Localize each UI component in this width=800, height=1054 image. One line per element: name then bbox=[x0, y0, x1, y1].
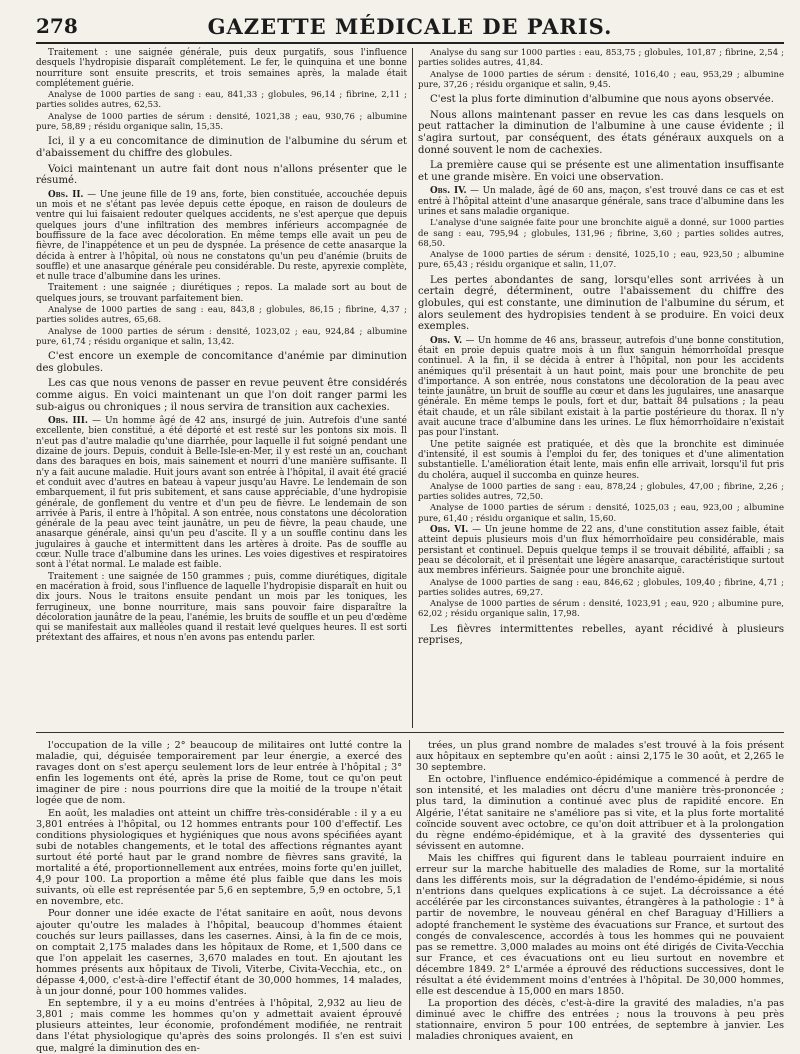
paragraph bbox=[418, 110, 784, 156]
page-number: 278 bbox=[36, 14, 78, 38]
paragraph bbox=[416, 853, 784, 997]
paragraph-text: Analyse de 1000 parties de sang : eau, 843,8 ; globules, 86,15 ; fibrine, 4,37 ; parties solides autres, 65,68. bbox=[36, 305, 407, 326]
paragraph bbox=[36, 998, 402, 1053]
paragraph bbox=[418, 218, 784, 249]
paragraph bbox=[416, 774, 784, 852]
paragraph-text: L'analyse d'une saignée faite pour une bronchite aiguë a donné, sur 1000 parties de sang : eau, 795,94 ; globules, 131,96 ; fibrine, 3,60 ; parties solides autres, 68,50. bbox=[418, 218, 784, 249]
journal-title: GAZETTE MÉDICALE DE PARIS. bbox=[207, 14, 613, 39]
paragraph bbox=[36, 808, 402, 908]
paragraph-text: La première cause qui se présente est une alimentation insuffisante et une grande misère. En voici une observation. bbox=[418, 160, 784, 183]
paragraph bbox=[36, 136, 407, 159]
paragraph-text: Les fièvres intermittentes rebelles, ayant récidivé à plusieurs reprises, bbox=[418, 623, 784, 647]
right-column bbox=[418, 48, 784, 732]
paragraph-text: La proportion des décès, c'est-à-dire la gravité des maladies, n'a pas diminué avec le chiffre des entrées ; nous la trouvons à peu près stationnaire, environ 5 pour 100 entrées, de septembre à janvier. Les maladies chroniques avaient, en bbox=[416, 998, 784, 1043]
paragraph bbox=[418, 482, 784, 503]
observation-heading: Obs. IV. bbox=[430, 186, 467, 197]
observation-heading: Obs. VI. bbox=[430, 525, 469, 536]
paragraph-text: En septembre, il y a eu moins d'entrées à l'hôpital, 2,932 au lieu de 3,801 ; mais comme les hommes qu'on y admettait avaient éprouvé plusieurs atteintes, leur économie, profondément modifiée, ne rentrait dans l'état physiologique qu'après des soins prolongés. Il s'en est suivi que, malgré la diminution des en- bbox=[36, 998, 402, 1054]
bottom-left-column bbox=[36, 740, 402, 1054]
observation-heading: Obs. II. bbox=[48, 189, 84, 200]
paragraph-text: En octobre, l'influence endémico-épidémique a commencé à perdre de son intensité, et les maladies ont décru d'une manière très-prononcée ; plus tard, la diminution a continué avec plus de rapidité encore. En Algérie, l'état sanitaire ne s'améliore pas si vite, et la plus forte mortalité coïncide souvent avec octobre, ce qu'on doit attribuer et à la prolongation du règne endémo-épidémique, et à la gravité des dyssenteries qui sévissent en automne. bbox=[416, 774, 784, 852]
lower-section bbox=[36, 732, 784, 1054]
paragraph-text: — Un jeune homme de 22 ans, d'une constitution assez faible, était atteint depuis plusieurs mois d'un flux hémorrhoïdaire peu considérable, mais persistant et continuel. Depuis quelque temps il se trouvait débilité, affaibli ; sa peau se décolorait, et il présentait une légère anasarque, caractéristique surtout aux membres inférieurs. Saignée pour une bronchite aiguë. bbox=[418, 525, 784, 577]
paragraph bbox=[36, 190, 407, 283]
journal-page bbox=[36, 10, 784, 1054]
left-column bbox=[36, 48, 407, 732]
paragraph-text: Ici, il y a eu concomitance de diminution de l'albumine du sérum et d'abaissement du chiffre des globules. bbox=[36, 136, 407, 159]
paragraph bbox=[418, 440, 784, 481]
paragraph-text: Analyse de 1000 parties de sérum : densité, 1025,03 ; eau, 923,00 ; albumine pure, 61,40 ; résidu organique et salin, 15,60. bbox=[418, 503, 784, 524]
paragraph-text: Analyse de 1000 parties de sang : eau, 841,33 ; globules, 96,14 ; fibrine, 2,11 ; parties solides autres, 62,53. bbox=[36, 90, 407, 111]
paragraph bbox=[418, 578, 784, 599]
paragraph bbox=[36, 305, 407, 326]
paragraph bbox=[36, 740, 402, 807]
paragraph-text: Pour donner une idée exacte de l'état sanitaire en août, nous devons ajouter qu'outre les malades à l'hôpital, beaucoup d'hommes étaient couchés sur leurs paillasses, dans les casernes. Ainsi, à la fin de ce mois, on comptait 2,175 malades dans les hôpitaux de Rome, et 1,500 dans ce que l'on appelait les casernes, 3,670 malades en tout. En ajoutant les hommes présents aux hôpitaux de Tivoli, Viterbe, Civita-Vecchia, etc., on dépasse 4,000, c'est-à-dire l'effectif étant de 30,000 hommes, 14 malades, à un jour donné, pour 100 hommes valides. bbox=[36, 908, 402, 998]
column-divider bbox=[412, 48, 413, 728]
paragraph bbox=[418, 503, 784, 524]
bottom-right-column bbox=[416, 740, 784, 1046]
paragraph bbox=[418, 336, 784, 439]
paragraph bbox=[418, 94, 784, 106]
paragraph bbox=[418, 250, 784, 271]
observation-heading: Obs. III. bbox=[48, 416, 88, 427]
paragraph-text: Les pertes abondantes de sang, lorsqu'elles sont arrivées à un certain degré, déterminent, outre l'abaissement du chiffre des globules, qui est constante, une diminution de l'albumine du sérum, et alors seulement des hydropisies tendent à se produire. En voici deux exemples. bbox=[418, 274, 784, 333]
observation-heading: Obs. V. bbox=[430, 335, 463, 346]
paragraph-text: C'est encore un exemple de concomitance d'anémie par diminution des globules. bbox=[36, 351, 407, 374]
paragraph bbox=[418, 275, 784, 333]
paragraph bbox=[418, 599, 784, 620]
paragraph bbox=[36, 378, 407, 413]
paragraph-text: — Un homme âgé de 42 ans, insurgé de juin. Autrefois d'une santé excellente, bien constitué, a été déporté et est resté sur les pontons six mois. Il n'eut pas d'autre maladie qu'une diarrhée, pour laquelle il fut soigné pendant une dizaine de jours. Depuis, conduit à Belle-Isle-en-Mer, il y est resté un an, couchant dans des baraques en bois, mais sainement et nourri d'une manière suffisante. Il n'y a fait aucune maladie. Huit jours avant son entrée à l'hôpital, il avait été gracié et conduit avec d'autres en bateau à vapeur jusqu'au Havre. Le lendemain de son embarquement, il fut pris subitement, et sans cause appréciable, d'une hydropisie générale, de gonflement du ventre et d'un peu de fièvre. Le lendemain de son arrivée à Paris, il entre à l'hôpital. A son entrée, nous constatons une décoloration générale de la peau avec teint jaunâtre, un peu de fièvre, la peau chaude, une anasarque générale, ainsi qu'un peu d'ascite. Il y a un souffle continu dans les jugulaires à gauche et intermittent dans les artères à droite. Pas de souffle au cœur. Nulle trace d'albumine dans les urines. Les voies digestives et respiratoires sont à l'état normal. Le malade est faible. bbox=[36, 416, 408, 571]
paragraph-text: Voici maintenant un autre fait dont nous n'allons présenter que le résumé. bbox=[36, 163, 407, 187]
paragraph bbox=[418, 186, 784, 217]
paragraph-text: Analyse de 1000 parties de sérum : densité, 1016,40 ; eau, 953,29 ; albumine pure, 37,26 ; résidu organique et salin, 9,45. bbox=[418, 69, 784, 90]
paragraph-text: C'est la plus forte diminution d'albumine que nous ayons observée. bbox=[430, 94, 774, 106]
paragraph-text: Traitement : une saignée de 150 grammes ; puis, comme diurétiques, digitale en macération à froid, sous l'influence de laquelle l'hydropisie disparaît en huit ou dix jours. Nous le traitons ensuite pendant un mois par les toniques, les ferrugineux, une bonne nourriture, mais sans pouvoir faire disparaître la décoloration jaunâtre de la peau, l'anémie, les bruits de souffle et un peu d'œdème qui se manifestait aux malléoles quand il restait levé quelques heures. Il est sorti prétextant des affaires, et nous n'en avons pas entendu parler. bbox=[36, 571, 407, 644]
paragraph bbox=[36, 283, 407, 304]
paragraph bbox=[36, 351, 407, 374]
paragraph bbox=[418, 624, 784, 647]
paragraph-text: trées, un plus grand nombre de malades s'est trouvé à la fois présent aux hôpitaux en septembre qu'en août : ainsi 2,175 le 30 août, et 2,265 le 30 septembre. bbox=[416, 740, 784, 774]
paragraph bbox=[418, 525, 784, 576]
upper-section bbox=[36, 44, 784, 733]
paragraph-text: Les cas que nous venons de passer en revue peuvent être considérés comme aigus. En voici maintenant un que l'on doit ranger parmi les sub-aigus ou chroniques ; il nous servira de transition aux cachexies. bbox=[36, 378, 407, 413]
paragraph-text: Analyse du sang sur 1000 parties : eau, 853,75 ; globules, 101,87 ; fibrine, 2,54 ; parties solides autres, 41,84. bbox=[418, 48, 784, 69]
paragraph-text: Nous allons maintenant passer en revue les cas dans lesquels on peut rattacher la diminution de l'albumine à une cause évidente ; il s'agira surtout, par conséquent, des états généraux auxquels on a donné souvent le nom de cachexies. bbox=[418, 109, 784, 156]
paragraph-text: Analyse de 1000 parties de sang : eau, 846,62 ; globules, 109,40 ; fibrine, 4,71 ; parties solides autres, 69,27. bbox=[418, 577, 784, 598]
paragraph-text: Analyse de 1000 parties de sérum : densité, 1021,38 ; eau, 930,76 ; albumine pure, 58,89 ; résidu organique salin, 15,35. bbox=[36, 111, 407, 133]
paragraph-text: — Une jeune fille de 19 ans, forte, bien constituée, accouchée depuis un mois et ne s'étant pas levée depuis cette époque, en raison de douleurs de ventre qui lui faisaient redouter quelques accidents, ne s'est aperçue que depuis quelques jours d'une infiltration des membres inférieurs accompagnée de bouffissure de la face avec décoloration. En même temps elle avait un peu de fièvre, de l'inappétence et un peu de dyspnée. La présence de cette anasarque la décida à entrer à l'hôpital, où nous ne constatons qu'un peu d'anémie (bruits de souffle) et une anasarque générale peu considérable. Du reste, apyrexie complète, et nulle trace d'albumine dans les urines. bbox=[36, 189, 407, 283]
paragraph-text: En août, les maladies ont atteint un chiffre très-considérable : il y a eu 3,801 entrées à l'hôpital, ou 12 hommes entrants pour 100 d'effectif. Les conditions physiologiques et hygiéniques que nous avons spécifiées ayant subi de notables changements, et le total des affections régnantes ayant surtout été porté haut par le grand nombre de fièvres sans gravité, la mortalité a été, proportionnellement aux entrées, moins forte qu'en juillet, 4,9 pour 100. La proportion a même été plus faible que dans les mois suivants, où elle est représentée par 5,6 en septembre, 5,9 en octobre, 5,1 en novembre, etc. bbox=[36, 807, 402, 908]
paragraph bbox=[36, 164, 407, 187]
column-divider-lower bbox=[409, 740, 410, 1040]
paragraph bbox=[418, 160, 784, 183]
paragraph-text: Une petite saignée est pratiquée, et dès que la bronchite est diminuée d'intensité, il est soumis à l'emploi du fer, des toniques et d'une alimentation substantielle. L'amélioration était lente, mais enfin elle arrivait, lorsqu'il fut pris du choléra, auquel il succomba en quinze heures. bbox=[418, 439, 784, 481]
paragraph-text: Analyse de 1000 parties de sérum : densité, 1023,02 ; eau, 924,84 ; albumine pure, 61,74 ; résidu organique et salin, 13,42. bbox=[36, 326, 407, 347]
paragraph-text: Analyse de 1000 parties de sérum : densité, 1023,91 ; eau, 920 ; albumine pure, 62,02 ; résidu organique salin, 17,98. bbox=[418, 599, 784, 620]
page-header bbox=[36, 10, 784, 44]
paragraph bbox=[36, 90, 407, 111]
paragraph bbox=[416, 740, 784, 773]
paragraph-text: Traitement : une saignée ; diurétiques ; repos. La malade sort au bout de quelques jours, se trouvant parfaitement bien. bbox=[36, 283, 407, 304]
paragraph bbox=[36, 908, 402, 997]
paragraph-text: Analyse de 1000 parties de sang : eau, 878,24 ; globules, 47,00 ; fibrine, 2,26 ; parties solides autres, 72,50. bbox=[418, 481, 784, 503]
paragraph-text: Traitement : une saignée générale, puis deux purgatifs, sous l'influence desquels l'hydropisie disparaît complétement. Le fer, le quinquina et une bonne nourriture sont ensuite prescrits, et trois semaines après, la malade était complétement guérie. bbox=[36, 48, 407, 89]
paragraph bbox=[36, 112, 407, 133]
paragraph-text: — Un homme de 46 ans, brasseur, autrefois d'une bonne constitution, était en proie depuis quatre mois à un flux sanguin hémorrhoïdal presque continuel. A la fin, il se décida à entrer à l'hôpital, non pour les accidents anémiques qu'il présentait à un haut point, mais pour une bronchite de peu d'importance. A son entrée, nous constatons une décoloration de la peau avec teinte jaunâtre, un bruit de souffle au cœur et dans les jugulaires, une anasarque générale. En même temps le pouls, fort et dur, battait 84 pulsations ; la peau était chaude, et un râle sibilant existait à la partie postérieure du thorax. Il n'y avait aucune trace d'albumine dans les urines. Le flux hémorrhoïdaire n'existait pas pour l'instant. bbox=[418, 335, 784, 439]
paragraph bbox=[36, 416, 407, 570]
paragraph-text: Mais les chiffres qui figurent dans le tableau pourraient induire en erreur sur la marche habituelle des maladies de Rome, sur la mortalité dans les différents mois, sur la dégradation de l'endémo-épidémie, si nous n'entrions dans quelques explications à ce sujet. La décroissance a été accélérée par les circonstances suivantes, étrangères à la pathologie : 1° à partir de novembre, le nouveau général en chef Baraguay d'Hilliers a adopté franchement le système des évacuations sur France, et surtout des congés de convalescence, accordés à tous les hommes qui ne pouvaient pas se remettre. 3,000 malades au moins ont été dirigés de Civita-Vecchia sur France, et ces évacuations ont eu lieu surtout en novembre et décembre 1849. 2° L'armée a éprouvé des réductions successives, dont le résultat a été évidemment moins d'entrées à l'hôpital. De 30,000 hommes, elle est descendue à 15,000 en mars 1850. bbox=[416, 852, 784, 998]
paragraph bbox=[36, 327, 407, 348]
paragraph-text: Analyse de 1000 parties de sérum : densité, 1025,10 ; eau, 923,50 ; albumine pure, 65,43 ; résidu organique et salin, 11,07. bbox=[418, 250, 784, 271]
paragraph bbox=[418, 70, 784, 91]
paragraph bbox=[36, 48, 407, 89]
paragraph-text: — Un malade, âgé de 60 ans, maçon, s'est trouvé dans ce cas et est entré à l'hôpital atteint d'une anasarque générale, sans trace d'albumine dans les urines et sans maladie organique. bbox=[418, 186, 784, 217]
paragraph bbox=[418, 48, 784, 69]
paragraph-text: l'occupation de la ville ; 2° beaucoup de militaires ont lutté contre la maladie, qui, déguisée temporairement par leur énergie, a exercé des ravages dont on s'est aperçu seulement lors de leur entrée à l'hôpital ; 3° enfin les logements ont été, après la prise de Rome, tout ce qu'on peut imaginer de pire : nous pourrions dire que la moitié de la troupe n'était logée que de nom. bbox=[36, 740, 402, 807]
paragraph bbox=[36, 572, 407, 644]
paragraph bbox=[416, 998, 784, 1042]
